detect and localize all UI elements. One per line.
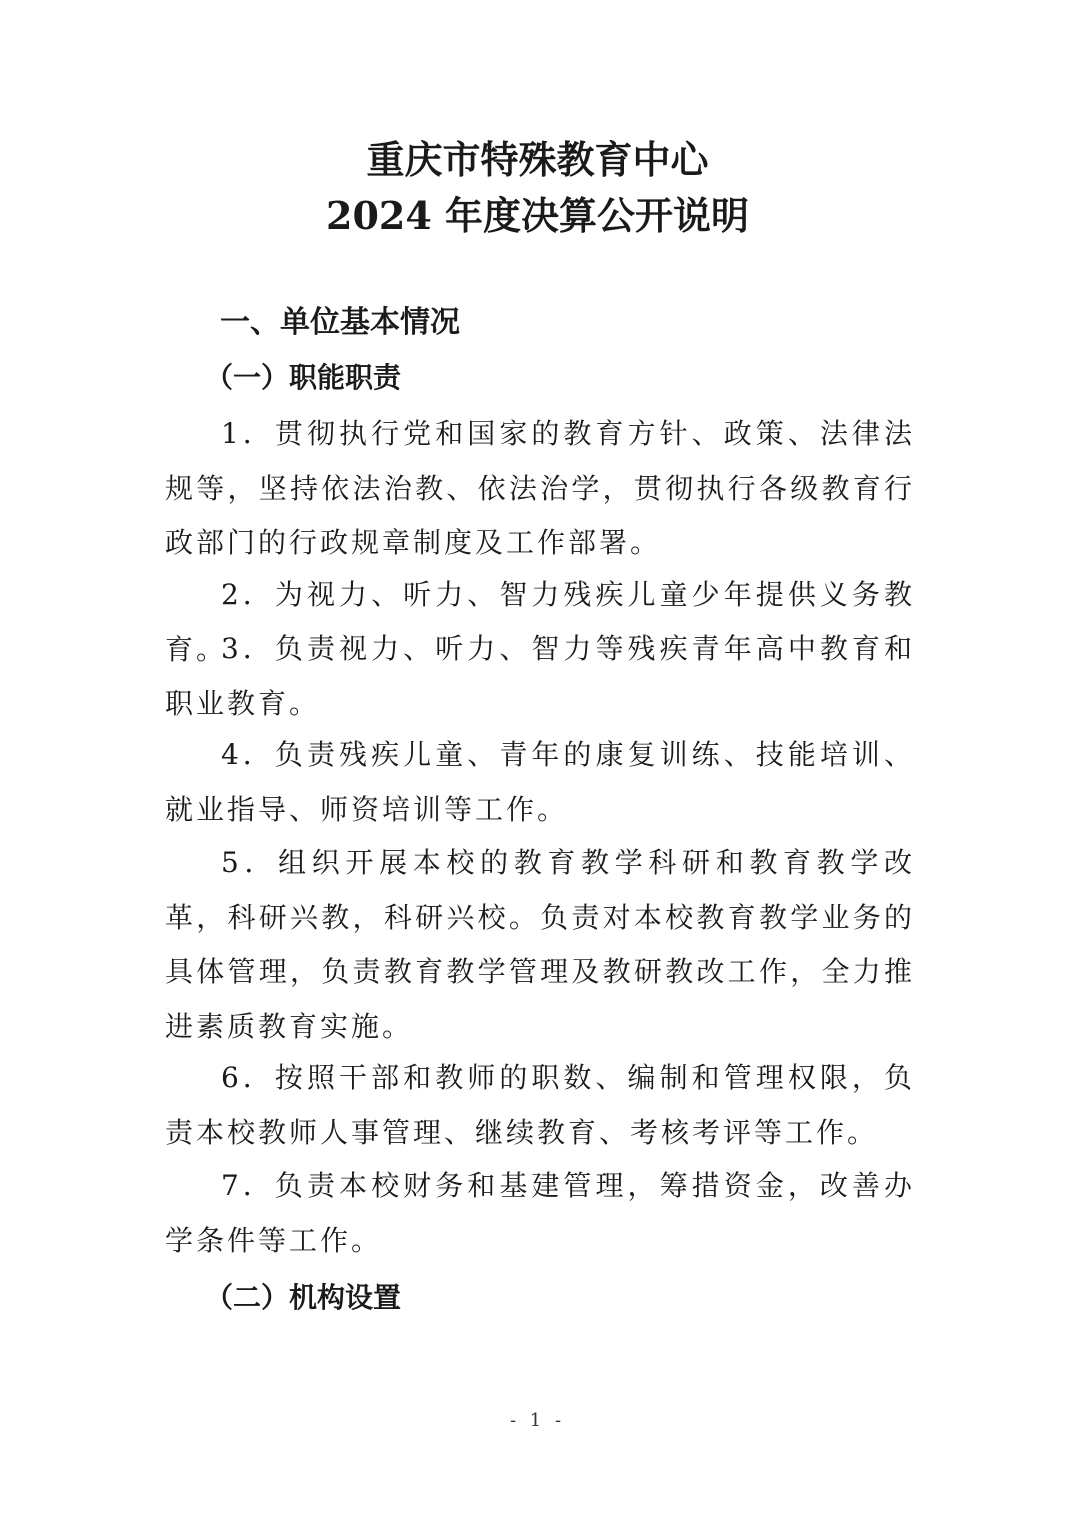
subsection-heading-functions: （一）职能职责 [205,361,402,394]
paragraph-item-5: 5．组织开展本校的教育教学科研和教育教学改革，科研兴教，科研兴校。负责对本校教育教学业务的具体管理，负责教育教学管理及教研教改工作，全力推进素质教育实施。 [165,846,915,1043]
document-subtitle: 2024 年度决算公开说明 [326,193,749,238]
subsection-heading-organization: （二）机构设置 [205,1281,402,1314]
paragraph-item-3: 3．负责视力、听力、智力等残疾青年高中教育和职业教育。 [165,632,915,720]
paragraph-item-4: 4．负责残疾儿童、青年的康复训练、技能培训、就业指导、师资培训等工作。 [165,738,915,826]
paragraph-item-2: 2．为视力、听力、智力残疾儿童少年提供义务教育。 [165,578,915,666]
paragraph-item-7: 7．负责本校财务和基建管理，筹措资金，改善办学条件等工作。 [165,1169,915,1257]
document-title: 重庆市特殊教育中心 [366,137,709,182]
section-heading-basic-info: 一、单位基本情况 [220,305,460,340]
paragraph-item-1: 1．贯彻执行党和国家的教育方针、政策、法律法规等，坚持依法治教、依法治学，贯彻执行各级教育行政部门的行政规章制度及工作部署。 [165,417,915,559]
paragraph-item-6: 6．按照干部和教师的职数、编制和管理权限，负责本校教师人事管理、继续教育、考核考评等工作。 [165,1061,915,1149]
page-number: - 1 - [509,1410,566,1431]
